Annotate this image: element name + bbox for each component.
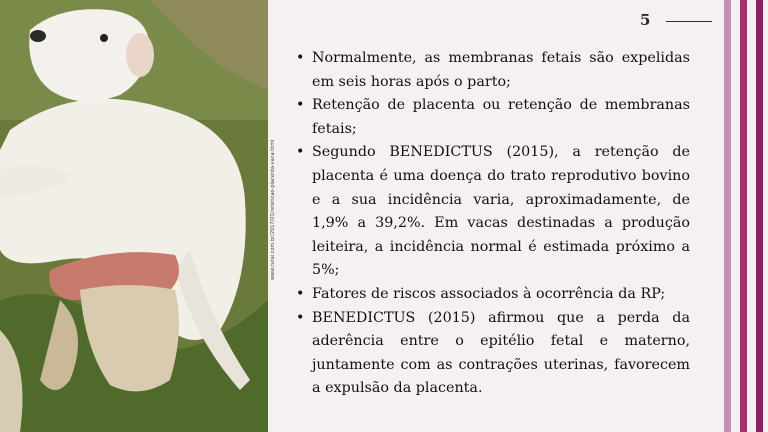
list-item — [296, 141, 690, 283]
bullet-icon: • — [296, 97, 305, 114]
bullet-list — [296, 47, 690, 401]
list-item — [296, 47, 690, 94]
list-item — [296, 94, 690, 141]
bullet-text: BENEDICTUS (2015) afirmou que a perda da aderência entre o epitélio fetal e materno, juntamente com as contrações uterinas, favorecem a expulsão da placenta. — [312, 309, 690, 397]
bullet-icon: • — [296, 144, 305, 161]
bullet-icon: • — [296, 285, 305, 302]
bullet-icon: • — [296, 309, 305, 326]
bullet-text: Retenção de placenta ou retenção de membranas fetais; — [312, 97, 690, 137]
decorative-stripe-light — [724, 0, 731, 432]
bullet-text: Normalmente, as membranas fetais são expelidas em seis horas após o parto; — [312, 50, 690, 90]
page-number: 5 — [640, 11, 651, 29]
decorative-stripe-dark — [756, 0, 763, 432]
cow-photo — [0, 0, 268, 432]
image-credit: www.rurai.com.br/2017/01/retencao-placenta-vaca.html — [270, 139, 276, 280]
bullet-text: Fatores de riscos associados à ocorrência da RP; — [312, 285, 666, 302]
bullet-text: Segundo BENEDICTUS (2015), a retenção de placenta é uma doença do trato reprodutivo bovino e a sua incidência varia, aproximadamente, de 1,9% a 39,2%. Em vacas destinadas a produção leiteira, a incidência normal é estimada próximo a 5%; — [312, 144, 690, 279]
list-item — [296, 283, 690, 307]
bullet-icon: • — [296, 50, 305, 66]
list-item — [296, 307, 690, 401]
decorative-stripe-mid — [740, 0, 747, 432]
page-number-rule — [666, 21, 712, 22]
